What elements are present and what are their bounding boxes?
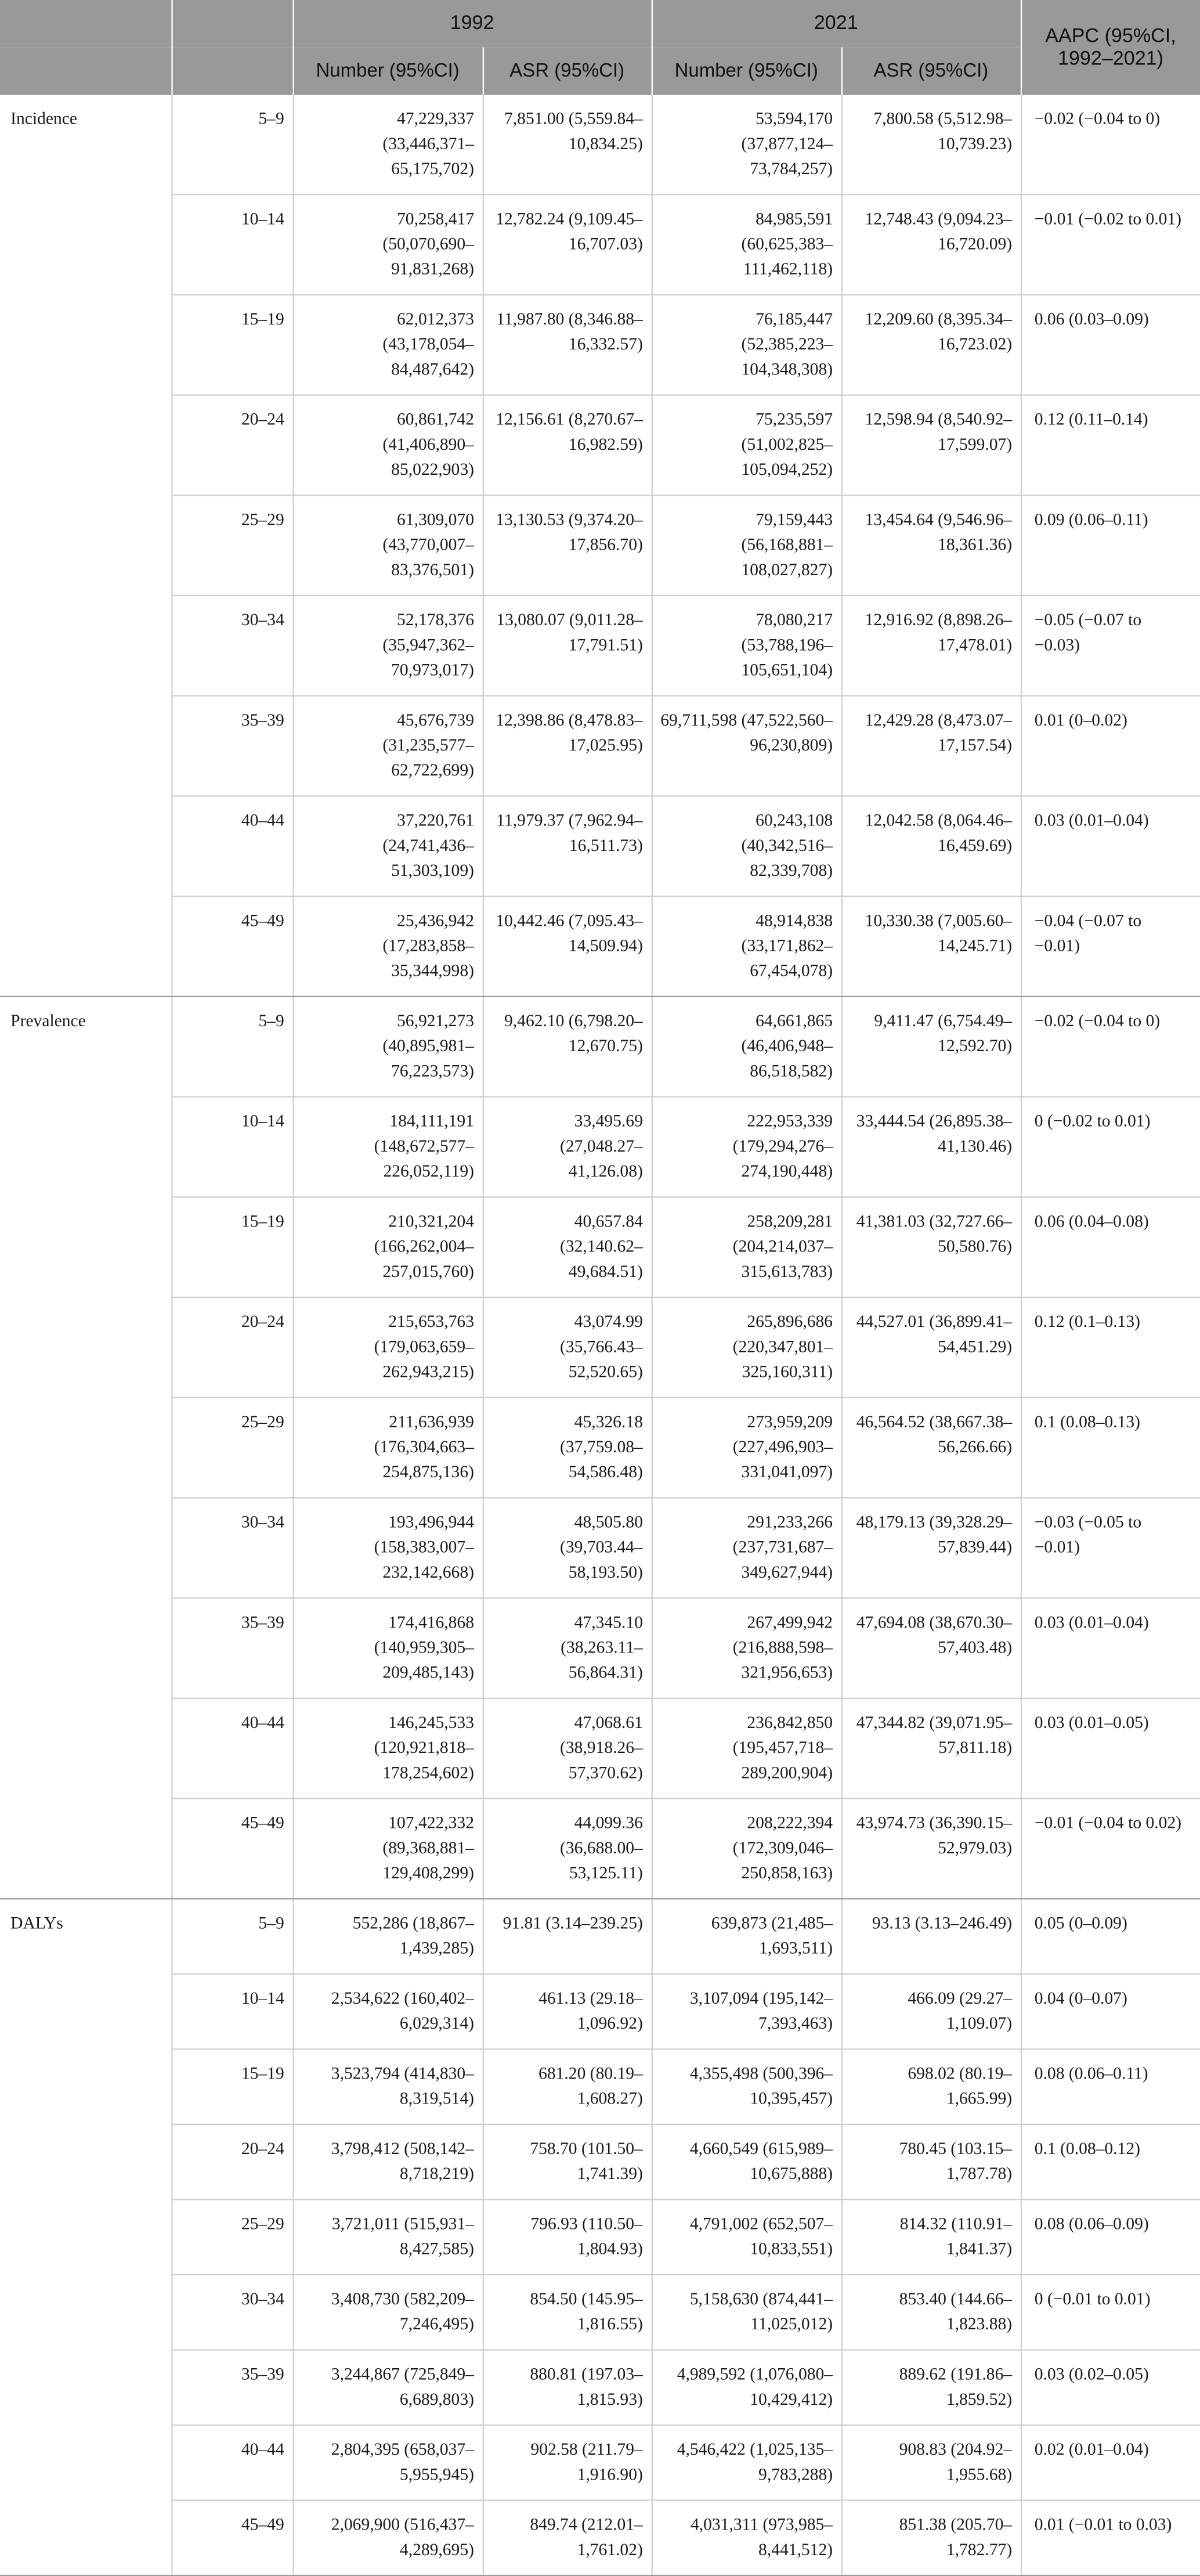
asr-2021-cell: 12,598.94 (8,540.92– 17,599.07) (841, 395, 1021, 496)
number-2021-cell: 639,873 (21,485– 1,693,511) (652, 1899, 841, 1974)
asr-1992-cell: 47,068.61 (38,918.26– 57,370.62) (483, 1698, 652, 1799)
age-group-cell: 15–19 (171, 1197, 292, 1297)
number-1992-cell: 215,653,763 (179,063,659– 262,943,215) (292, 1297, 482, 1398)
asr-2021-cell: 12,748.43 (9,094.23– 16,720.09) (841, 194, 1021, 295)
aapc-cell: 0.12 (0.11–0.14) (1021, 395, 1200, 496)
table-row (0, 1398, 1200, 1498)
age-group-cell: 10–14 (171, 1097, 292, 1197)
age-group-cell: 35–39 (171, 1598, 292, 1698)
aapc-cell: 0.08 (0.06–0.09) (1021, 2199, 1200, 2275)
aapc-cell: −0.02 (−0.04 to 0) (1021, 997, 1200, 1097)
asr-1992-cell: 849.74 (212.01– 1,761.02) (483, 2501, 652, 2576)
number-2021-cell: 222,953,339 (179,294,276– 274,190,448) (652, 1097, 841, 1197)
number-1992-cell: 3,244,867 (725,849– 6,689,803) (292, 2350, 482, 2425)
age-group-cell: 5–9 (171, 1899, 292, 1974)
asr-1992-cell: 44,099.36 (36,688.00– 53,125.11) (483, 1799, 652, 1899)
aapc-cell: −0.04 (−0.07 to −0.01) (1021, 896, 1200, 997)
table-row (0, 896, 1200, 997)
table-row (0, 95, 1200, 195)
aapc-cell: 0.12 (0.1–0.13) (1021, 1297, 1200, 1398)
number-2021-cell: 76,185,447 (52,385,223– 104,348,308) (652, 295, 841, 395)
age-group-cell: 25–29 (171, 1398, 292, 1498)
table-row (0, 796, 1200, 896)
aapc-cell: 0.01 (−0.01 to 0.03) (1021, 2501, 1200, 2576)
header-blank (0, 48, 171, 95)
age-group-cell: 5–9 (171, 95, 292, 195)
asr-1992-cell: 48,505.80 (39,703.44– 58,193.50) (483, 1498, 652, 1598)
table-row (0, 2049, 1200, 2124)
number-1992-cell: 184,111,191 (148,672,577– 226,052,119) (292, 1097, 482, 1197)
table-row (0, 495, 1200, 596)
header-blank (0, 0, 171, 48)
age-group-cell: 35–39 (171, 2350, 292, 2425)
header-year-2021: 2021 (652, 0, 1021, 48)
asr-1992-cell: 13,130.53 (9,374.20– 17,856.70) (483, 495, 652, 596)
age-group-cell: 20–24 (171, 2124, 292, 2200)
asr-2021-cell: 41,381.03 (32,727.66– 50,580.76) (841, 1197, 1021, 1297)
table-row (0, 1899, 1200, 1974)
asr-1992-cell: 9,462.10 (6,798.20– 12,670.75) (483, 997, 652, 1097)
asr-2021-cell: 43,974.73 (36,390.15– 52,979.03) (841, 1799, 1021, 1899)
asr-1992-cell: 461.13 (29.18– 1,096.92) (483, 1974, 652, 2050)
number-1992-cell: 56,921,273 (40,895,981– 76,223,573) (292, 997, 482, 1097)
number-2021-cell: 236,842,850 (195,457,718– 289,200,904) (652, 1698, 841, 1799)
aapc-cell: −0.01 (−0.02 to 0.01) (1021, 194, 1200, 295)
table-row (0, 194, 1200, 295)
number-2021-cell: 208,222,394 (172,309,046– 250,858,163) (652, 1799, 841, 1899)
number-2021-cell: 265,896,686 (220,347,801– 325,160,311) (652, 1297, 841, 1398)
asr-1992-cell: 902.58 (211.79– 1,916.90) (483, 2425, 652, 2501)
age-group-cell: 45–49 (171, 896, 292, 997)
header-aapc: AAPC (95%CI, 1992–2021) (1021, 0, 1200, 95)
asr-2021-cell: 46,564.52 (38,667.38– 56,266.66) (841, 1398, 1021, 1498)
number-1992-cell: 211,636,939 (176,304,663– 254,875,136) (292, 1398, 482, 1498)
number-2021-cell: 4,989,592 (1,076,080– 10,429,412) (652, 2350, 841, 2425)
age-group-cell: 15–19 (171, 2049, 292, 2124)
table-row (0, 1598, 1200, 1698)
asr-1992-cell: 681.20 (80.19– 1,608.27) (483, 2049, 652, 2124)
asr-2021-cell: 9,411.47 (6,754.49– 12,592.70) (841, 997, 1021, 1097)
age-group-cell: 20–24 (171, 395, 292, 496)
number-2021-cell: 53,594,170 (37,877,124– 73,784,257) (652, 95, 841, 195)
aapc-cell: 0.03 (0.01–0.04) (1021, 1598, 1200, 1698)
number-1992-cell: 3,798,412 (508,142– 8,718,219) (292, 2124, 482, 2200)
number-2021-cell: 4,791,002 (652,507– 10,833,551) (652, 2199, 841, 2275)
number-2021-cell: 48,914,838 (33,171,862– 67,454,078) (652, 896, 841, 997)
aapc-cell: 0.05 (0–0.09) (1021, 1899, 1200, 1974)
aapc-cell: 0 (−0.02 to 0.01) (1021, 1097, 1200, 1197)
number-2021-cell: 4,660,549 (615,989– 10,675,888) (652, 2124, 841, 2200)
asr-2021-cell: 466.09 (29.27– 1,109.07) (841, 1974, 1021, 2050)
aapc-cell: 0.06 (0.04–0.08) (1021, 1197, 1200, 1297)
asr-2021-cell: 10,330.38 (7,005.60– 14,245.71) (841, 896, 1021, 997)
asr-2021-cell: 93.13 (3.13–246.49) (841, 1899, 1021, 1974)
number-2021-cell: 75,235,597 (51,002,825– 105,094,252) (652, 395, 841, 496)
number-2021-cell: 5,158,630 (874,441– 11,025,012) (652, 2275, 841, 2350)
table-row (0, 2425, 1200, 2501)
table-row (0, 2350, 1200, 2425)
number-2021-cell: 267,499,942 (216,888,598– 321,956,653) (652, 1598, 841, 1698)
age-group-cell: 40–44 (171, 796, 292, 896)
number-1992-cell: 60,861,742 (41,406,890– 85,022,903) (292, 395, 482, 496)
asr-2021-cell: 853.40 (144.66– 1,823.88) (841, 2275, 1021, 2350)
asr-1992-cell: 45,326.18 (37,759.08– 54,586.48) (483, 1398, 652, 1498)
age-group-cell: 20–24 (171, 1297, 292, 1398)
aapc-cell: 0.06 (0.03–0.09) (1021, 295, 1200, 395)
asr-2021-cell: 47,344.82 (39,071.95– 57,811.18) (841, 1698, 1021, 1799)
asr-2021-cell: 12,916.92 (8,898.26– 17,478.01) (841, 596, 1021, 696)
asr-1992-cell: 7,851.00 (5,559.84– 10,834.25) (483, 95, 652, 195)
asr-1992-cell: 758.70 (101.50– 1,741.39) (483, 2124, 652, 2200)
aapc-cell: −0.02 (−0.04 to 0) (1021, 95, 1200, 195)
age-group-cell: 15–19 (171, 295, 292, 395)
age-group-cell: 10–14 (171, 194, 292, 295)
aapc-cell: −0.03 (−0.05 to −0.01) (1021, 1498, 1200, 1598)
asr-2021-cell: 908.83 (204.92– 1,955.68) (841, 2425, 1021, 2501)
number-2021-cell: 4,031,311 (973,985– 8,441,512) (652, 2501, 841, 2576)
age-group-cell: 25–29 (171, 2199, 292, 2275)
asr-2021-cell: 780.45 (103.15– 1,787.78) (841, 2124, 1021, 2200)
number-1992-cell: 25,436,942 (17,283,858– 35,344,998) (292, 896, 482, 997)
header-blank (171, 48, 292, 95)
asr-2021-cell: 851.38 (205.70– 1,782.77) (841, 2501, 1021, 2576)
metric-label: DALYs (0, 1899, 171, 2575)
aapc-cell: 0.03 (0.01–0.04) (1021, 796, 1200, 896)
age-group-cell: 45–49 (171, 2501, 292, 2576)
table-row (0, 1974, 1200, 2050)
header-asr-2021: ASR (95%CI) (841, 48, 1021, 95)
age-group-cell: 35–39 (171, 696, 292, 796)
aapc-cell: 0.04 (0–0.07) (1021, 1974, 1200, 2050)
metric-label: Prevalence (0, 997, 171, 1899)
table-row (0, 1799, 1200, 1899)
asr-1992-cell: 11,987.80 (8,346.88– 16,332.57) (483, 295, 652, 395)
age-group-cell: 5–9 (171, 997, 292, 1097)
aapc-cell: 0.03 (0.01–0.05) (1021, 1698, 1200, 1799)
asr-1992-cell: 12,782.24 (9,109.45– 16,707.03) (483, 194, 652, 295)
asr-1992-cell: 854.50 (145.95– 1,816.55) (483, 2275, 652, 2350)
header-year-1992: 1992 (292, 0, 651, 48)
asr-2021-cell: 698.02 (80.19– 1,665.99) (841, 2049, 1021, 2124)
asr-1992-cell: 43,074.99 (35,766.43– 52,520.65) (483, 1297, 652, 1398)
number-1992-cell: 3,523,794 (414,830– 8,319,514) (292, 2049, 482, 2124)
number-1992-cell: 37,220,761 (24,741,436– 51,303,109) (292, 796, 482, 896)
asr-2021-cell: 33,444.54 (26,895.38– 41,130.46) (841, 1097, 1021, 1197)
aapc-cell: 0.1 (0.08–0.13) (1021, 1398, 1200, 1498)
header-asr-1992: ASR (95%CI) (483, 48, 652, 95)
table-row (0, 395, 1200, 496)
number-1992-cell: 2,534,622 (160,402– 6,029,314) (292, 1974, 482, 2050)
asr-1992-cell: 12,156.61 (8,270.67– 16,982.59) (483, 395, 652, 496)
number-1992-cell: 47,229,337 (33,446,371– 65,175,702) (292, 95, 482, 195)
table-row (0, 1197, 1200, 1297)
table-row (0, 696, 1200, 796)
number-2021-cell: 84,985,591 (60,625,383– 111,462,118) (652, 194, 841, 295)
table-header (0, 0, 1200, 95)
number-1992-cell: 45,676,739 (31,235,577– 62,722,699) (292, 696, 482, 796)
number-1992-cell: 193,496,944 (158,383,007– 232,142,668) (292, 1498, 482, 1598)
header-number-1992: Number (95%CI) (292, 48, 482, 95)
age-group-cell: 45–49 (171, 1799, 292, 1899)
number-2021-cell: 79,159,443 (56,168,881– 108,027,827) (652, 495, 841, 596)
number-1992-cell: 3,721,011 (515,931– 8,427,585) (292, 2199, 482, 2275)
table-row (0, 2199, 1200, 2275)
table-row (0, 596, 1200, 696)
number-2021-cell: 78,080,217 (53,788,196– 105,651,104) (652, 596, 841, 696)
asr-1992-cell: 880.81 (197.03– 1,815.93) (483, 2350, 652, 2425)
number-1992-cell: 174,416,868 (140,959,305– 209,485,143) (292, 1598, 482, 1698)
aapc-cell: −0.05 (−0.07 to −0.03) (1021, 596, 1200, 696)
table-row (0, 1297, 1200, 1398)
table-row (0, 2501, 1200, 2576)
aapc-cell: 0.03 (0.02–0.05) (1021, 2350, 1200, 2425)
age-group-cell: 10–14 (171, 1974, 292, 2050)
number-1992-cell: 210,321,204 (166,262,004– 257,015,760) (292, 1197, 482, 1297)
number-1992-cell: 2,804,395 (658,037– 5,955,945) (292, 2425, 482, 2501)
number-2021-cell: 60,243,108 (40,342,516– 82,339,708) (652, 796, 841, 896)
number-2021-cell: 4,355,498 (500,396– 10,395,457) (652, 2049, 841, 2124)
age-group-cell: 30–34 (171, 596, 292, 696)
asr-1992-cell: 47,345.10 (38,263.11– 56,864.31) (483, 1598, 652, 1698)
table-row (0, 1498, 1200, 1598)
aapc-cell: −0.01 (−0.04 to 0.02) (1021, 1799, 1200, 1899)
table-body (0, 95, 1200, 2575)
age-group-cell: 40–44 (171, 1698, 292, 1799)
aapc-cell: 0.01 (0–0.02) (1021, 696, 1200, 796)
table-row (0, 997, 1200, 1097)
aapc-cell: 0.1 (0.08–0.12) (1021, 2124, 1200, 2200)
asr-1992-cell: 40,657.84 (32,140.62– 49,684.51) (483, 1197, 652, 1297)
asr-2021-cell: 44,527.01 (36,899.41– 54,451.29) (841, 1297, 1021, 1398)
number-1992-cell: 3,408,730 (582,209– 7,246,495) (292, 2275, 482, 2350)
asr-2021-cell: 814.32 (110.91– 1,841.37) (841, 2199, 1021, 2275)
asr-2021-cell: 889.62 (191.86– 1,859.52) (841, 2350, 1021, 2425)
aapc-cell: 0.09 (0.06–0.11) (1021, 495, 1200, 596)
asr-2021-cell: 47,694.08 (38,670.30– 57,403.48) (841, 1598, 1021, 1698)
number-2021-cell: 64,661,865 (46,406,948– 86,518,582) (652, 997, 841, 1097)
aapc-cell: 0 (−0.01 to 0.01) (1021, 2275, 1200, 2350)
age-group-cell: 40–44 (171, 2425, 292, 2501)
asr-2021-cell: 12,429.28 (8,473.07– 17,157.54) (841, 696, 1021, 796)
number-1992-cell: 52,178,376 (35,947,362– 70,973,017) (292, 596, 482, 696)
number-2021-cell: 69,711,598 (47,522,560– 96,230,809) (652, 696, 841, 796)
asr-2021-cell: 12,042.58 (8,064.46– 16,459.69) (841, 796, 1021, 896)
asr-2021-cell: 7,800.58 (5,512.98– 10,739.23) (841, 95, 1021, 195)
asr-2021-cell: 12,209.60 (8,395.34– 16,723.02) (841, 295, 1021, 395)
number-1992-cell: 552,286 (18,867– 1,439,285) (292, 1899, 482, 1974)
asr-1992-cell: 91.81 (3.14–239.25) (483, 1899, 652, 1974)
table-row (0, 2124, 1200, 2200)
number-2021-cell: 273,959,209 (227,496,903– 331,041,097) (652, 1398, 841, 1498)
asr-1992-cell: 12,398.86 (8,478.83– 17,025.95) (483, 696, 652, 796)
aapc-cell: 0.02 (0.01–0.04) (1021, 2425, 1200, 2501)
age-group-cell: 25–29 (171, 495, 292, 596)
number-1992-cell: 70,258,417 (50,070,690– 91,831,268) (292, 194, 482, 295)
asr-1992-cell: 10,442.46 (7,095.43– 14,509.94) (483, 896, 652, 997)
table-row (0, 1097, 1200, 1197)
asr-2021-cell: 13,454.64 (9,546.96– 18,361.36) (841, 495, 1021, 596)
asr-1992-cell: 33,495.69 (27,048.27– 41,126.08) (483, 1097, 652, 1197)
age-group-cell: 30–34 (171, 1498, 292, 1598)
aapc-cell: 0.08 (0.06–0.11) (1021, 2049, 1200, 2124)
header-blank (171, 0, 292, 48)
number-1992-cell: 61,309,070 (43,770,007– 83,376,501) (292, 495, 482, 596)
number-2021-cell: 4,546,422 (1,025,135– 9,783,288) (652, 2425, 841, 2501)
header-number-2021: Number (95%CI) (652, 48, 841, 95)
metric-label: Incidence (0, 95, 171, 997)
number-1992-cell: 107,422,332 (89,368,881– 129,408,299) (292, 1799, 482, 1899)
number-1992-cell: 62,012,373 (43,178,054– 84,487,642) (292, 295, 482, 395)
number-2021-cell: 3,107,094 (195,142– 7,393,463) (652, 1974, 841, 2050)
asr-1992-cell: 11,979.37 (7,962.94– 16,511.73) (483, 796, 652, 896)
asr-1992-cell: 13,080.07 (9,011.28– 17,791.51) (483, 596, 652, 696)
age-group-cell: 30–34 (171, 2275, 292, 2350)
number-1992-cell: 146,245,533 (120,921,818– 178,254,602) (292, 1698, 482, 1799)
asr-1992-cell: 796.93 (110.50– 1,804.93) (483, 2199, 652, 2275)
number-2021-cell: 258,209,281 (204,214,037– 315,613,783) (652, 1197, 841, 1297)
asr-2021-cell: 48,179.13 (39,328.29– 57,839.44) (841, 1498, 1021, 1598)
table-row (0, 295, 1200, 395)
table-row (0, 2275, 1200, 2350)
number-1992-cell: 2,069,900 (516,437– 4,289,695) (292, 2501, 482, 2576)
number-2021-cell: 291,233,266 (237,731,687– 349,627,944) (652, 1498, 841, 1598)
table-row (0, 1698, 1200, 1799)
